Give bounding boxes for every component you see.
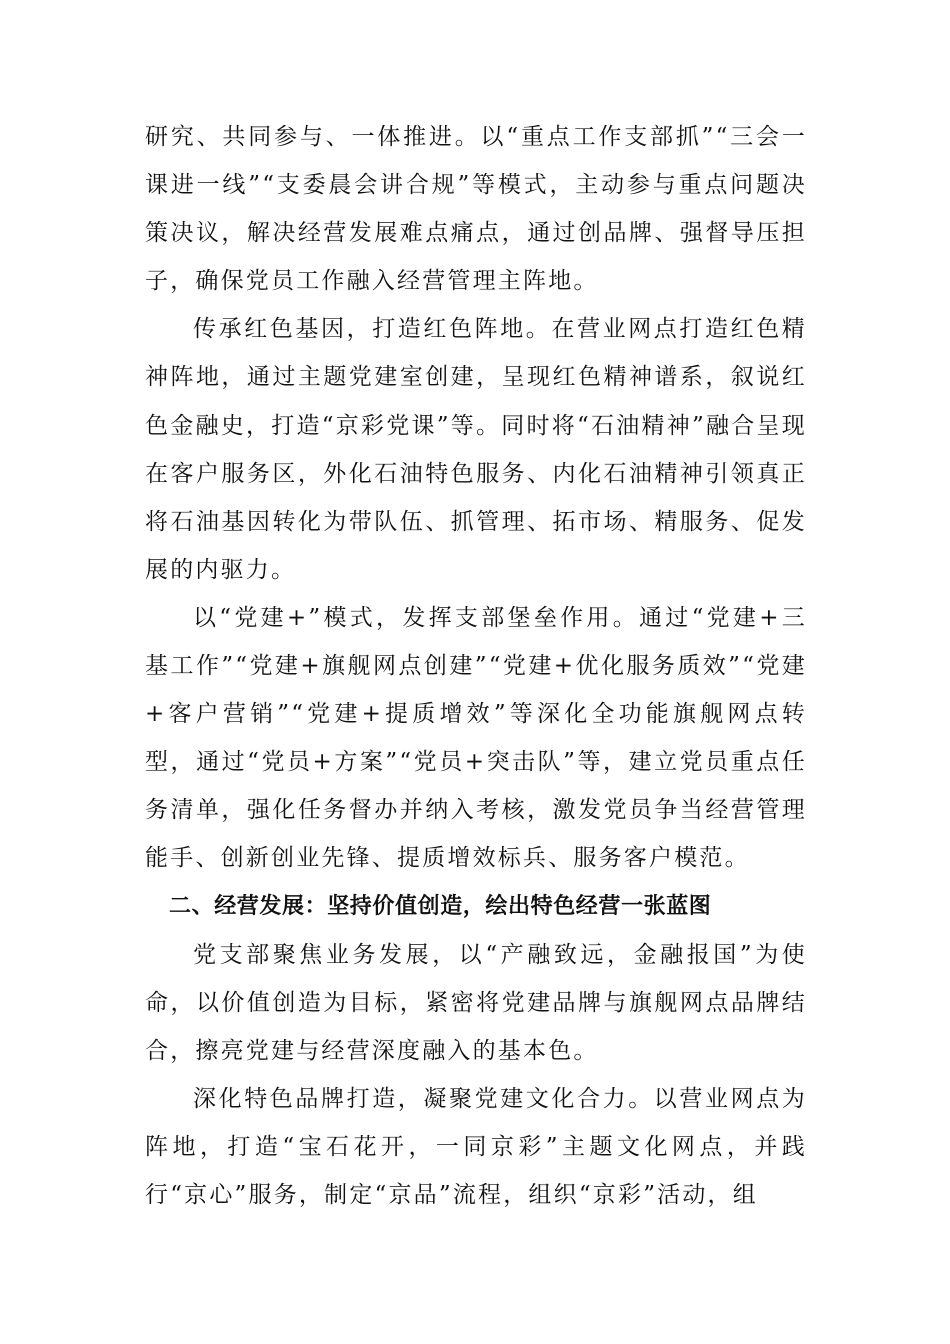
paragraph-party-plus: 以“党建+”模式，发挥支部堡垒作用。通过“党建+三基工作”“党建+旗舰网点创建”“党建+优化服务质效”“党建+客户营销”“党建+提质增效”等深化全功能旗舰网点转型，通过“党员+方案”“党员+突击队”等，建立党员重点任务清单，强化任务督办并纳入考核，激发党员争当经营管理能手、创新创业先锋、提质增效标兵、服务客户模范。 — [145, 604, 807, 872]
paragraph-brand-building: 深化特色品牌打造，凝聚党建文化合力。以营业网点为阵地，打造“宝石花开，一同京彩”主题文化网点，并践行“京心”服务，制定“京品”流程，组织“京彩”活动，组 — [145, 1085, 807, 1209]
paragraph-continuation: 研究、共同参与、一体推进。以“重点工作支部抓”“三会一课进一线”“支委晨会讲合规”等模式，主动参与重点问题决策决议，解决经营发展难点痛点，通过创品牌、强督导压担子，确保党员工作融入经营管理主阵地。 — [145, 124, 807, 295]
section-heading-business-development: 二、经营发展：坚持价值创造，绘出特色经营一张蓝图 — [169, 893, 712, 919]
paragraph-red-gene: 传承红色基因，打造红色阵地。在营业网点打造红色精神阵地，通过主题党建室创建，呈现红色精神谱系，叙说红色金融史，打造“京彩党课”等。同时将“石油精神”融合呈现在客户服务区，外化石油特色服务、内化石油精神引领真正将石油基因转化为带队伍、抓管理、拓市场、精服务、促发展的内驱力。 — [145, 316, 807, 583]
document-page — [145, 113, 807, 1219]
paragraph-business-focus: 党支部聚焦业务发展，以“产融致远，金融报国”为使命，以价值创造为目标，紧密将党建品牌与旗舰网点品牌结合，擦亮党建与经营深度融入的基本色。 — [145, 941, 807, 1064]
